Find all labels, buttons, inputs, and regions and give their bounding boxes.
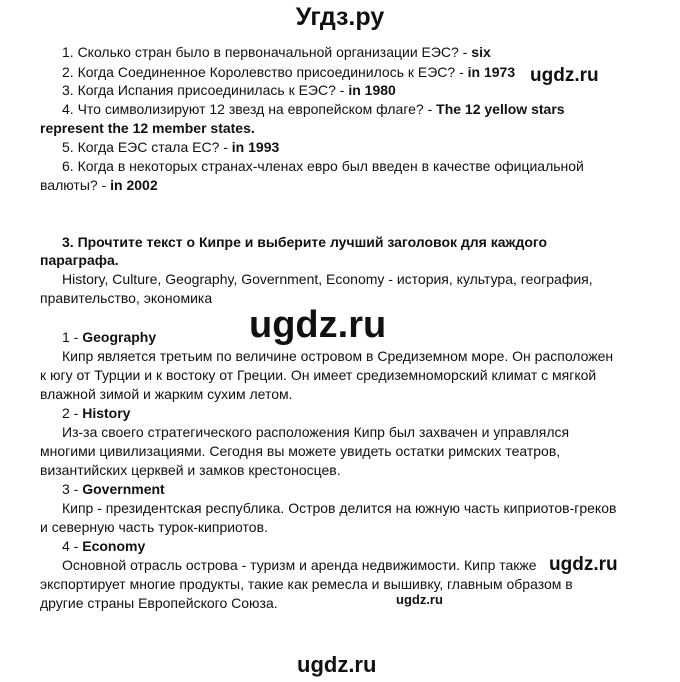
task3-heading-cont xyxy=(40,251,119,269)
paragraph-heading xyxy=(62,328,156,346)
question-6-cont xyxy=(40,176,158,194)
paragraph-line: Основной отрасль острова - туризм и аренда недвижимости. Кипр также xyxy=(62,557,537,573)
paragraph-line: к югу от Турции и к востоку от Греции. Он имеет средиземноморский климат с мягкой xyxy=(40,367,597,383)
question-4-cont xyxy=(40,119,255,137)
paragraph-number: 4 - xyxy=(62,538,83,554)
task3-heading xyxy=(62,233,547,251)
task3-options: History, Culture, Geography, Government, Economy - история, культура, география, xyxy=(62,271,593,287)
paragraph-line: византийских церквей и замков крестоносцев. xyxy=(40,462,341,478)
paragraph-title: Government xyxy=(82,481,165,497)
answer-text: in 2002 xyxy=(110,177,158,193)
answer-text: in 1973 xyxy=(467,64,516,80)
watermark: ugdz.ru xyxy=(297,652,377,677)
task3-heading-line: 3. Прочтите текст о Кипре и выберите лучший заголовок для каждого xyxy=(62,234,548,250)
answer-text: six xyxy=(471,44,491,60)
answer-text: in 1980 xyxy=(348,82,396,98)
paragraph-heading xyxy=(62,404,130,422)
question-1 xyxy=(62,43,491,61)
question-text: валюты? - xyxy=(40,177,111,193)
watermark: ugdz.ru xyxy=(396,592,443,607)
question-3 xyxy=(62,81,396,99)
question-text: 2. Когда Соединенное Королевство присоединилось к ЕЭС? - xyxy=(62,64,468,80)
paragraph-number: 3 - xyxy=(62,481,83,497)
paragraph-heading xyxy=(62,537,145,555)
watermark: ugdz.ru xyxy=(530,65,599,86)
question-5 xyxy=(62,138,279,156)
paragraph-title: Economy xyxy=(82,538,146,554)
answer-text: in 1993 xyxy=(231,139,280,155)
task3-heading-line: параграфа. xyxy=(40,252,119,268)
question-2 xyxy=(62,63,515,81)
paragraph-line: экспортирует многие продукты, такие как ремесла и вышивку, главным образом в xyxy=(40,576,573,592)
paragraph-line: Из-за своего стратегического расположения Кипр был захвачен и управлялся xyxy=(62,424,570,440)
paragraph-line: другие страны Европейского Союза. xyxy=(40,595,278,611)
paragraph-title: History xyxy=(82,405,131,421)
task3-options-cont: правительство, экономика xyxy=(40,290,213,306)
paragraph-title: Geography xyxy=(82,329,157,345)
paragraph-line: и северную часть турок-киприотов. xyxy=(40,519,268,535)
question-text: 4. Что символизируют 12 звезд на европейском флаге? - xyxy=(62,101,437,117)
question-4 xyxy=(62,100,565,118)
question-6 xyxy=(62,157,584,175)
question-text: 6. Когда в некоторых странах-членах евро был введен в качестве официальной xyxy=(62,158,584,174)
watermark: ugdz.ru xyxy=(549,554,618,575)
paragraph-line: многими цивилизациями. Сегодня вы можете увидеть остатки римских театров, xyxy=(40,443,561,459)
paragraph-line: влажной зимой и жарким сухим летом. xyxy=(40,386,293,402)
watermark: ugdz.ru xyxy=(249,304,387,346)
answer-text: The 12 yellow stars xyxy=(436,101,565,117)
question-text: 5. Когда ЕЭС стала ЕС? - xyxy=(62,139,232,155)
question-text: 3. Когда Испания присоединилась к ЕЭС? - xyxy=(62,82,349,98)
site-title: Угдз.ру xyxy=(295,3,385,31)
paragraph-number: 1 - xyxy=(62,329,83,345)
answer-text: represent the 12 member states. xyxy=(40,120,255,136)
paragraph-line: Кипр является третьим по величине островом в Средиземном море. Он расположен xyxy=(62,348,614,364)
paragraph-line: Кипр - президентская республика. Остров делится на южную часть киприотов-греков xyxy=(62,500,617,516)
paragraph-number: 2 - xyxy=(62,405,83,421)
paragraph-heading xyxy=(62,480,165,498)
question-text: 1. Сколько стран было в первоначальной организации ЕЭС? - xyxy=(62,44,472,60)
